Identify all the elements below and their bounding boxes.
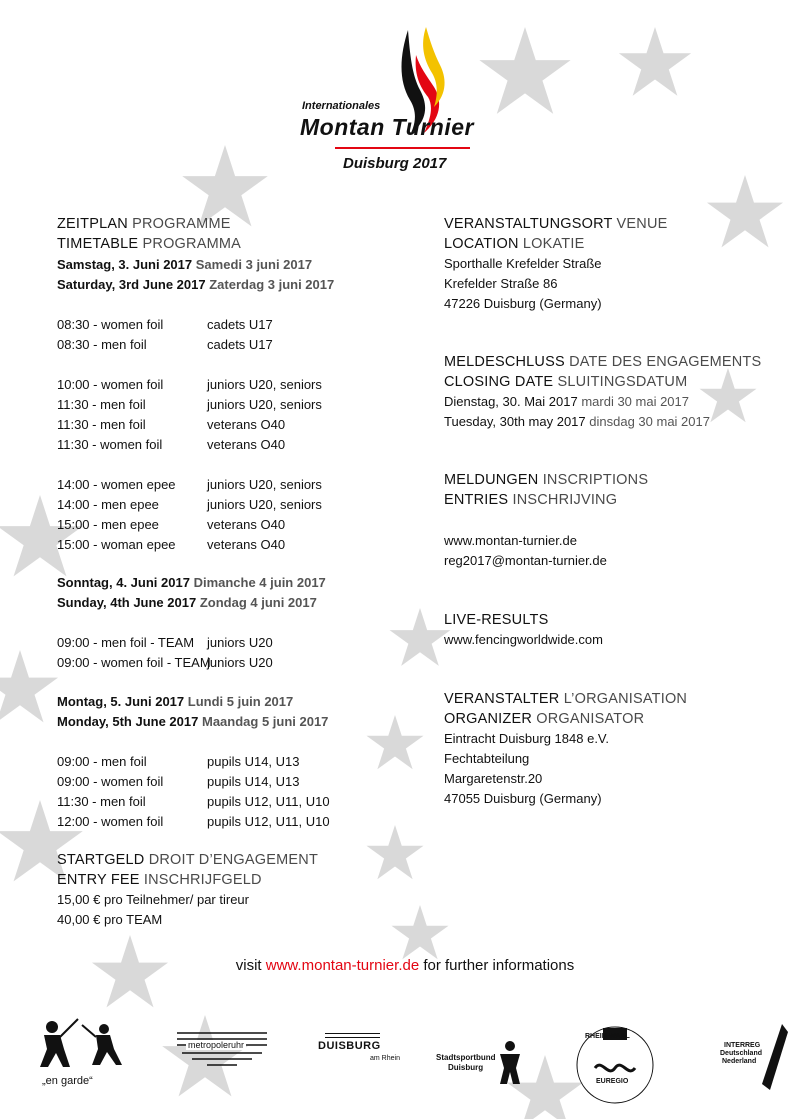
fencers-icon [30, 1015, 130, 1070]
day-heading: Monday, 5th June 2017 Maandag 5 juni 2017 [57, 714, 329, 729]
venue-line: 47226 Duisburg (Germany) [444, 296, 602, 311]
entries-heading-2: ENTRIES INSCHRIJVING [444, 492, 618, 508]
interreg-country-1: Deutschland [720, 1050, 763, 1057]
event-row: 11:30 - women foil [57, 437, 163, 452]
day-heading: Sonntag, 4. Juni 2017 Dimanche 4 juin 2017 [57, 575, 326, 590]
interreg-label: INTERREG [724, 1042, 761, 1049]
closing-heading-1: MELDESCHLUSS DATE DES ENGAGEMENTS [444, 354, 762, 370]
website-link[interactable]: www.montan-turnier.de [444, 533, 577, 548]
athlete-icon [496, 1040, 524, 1085]
fee-heading-2: ENTRY FEE INSCHRIJFGELD [57, 872, 262, 888]
live-results-link[interactable]: www.fencingworldwide.com [444, 632, 603, 647]
event-category: juniors U20, seniors [207, 477, 322, 492]
event-row: 08:30 - men foil [57, 337, 147, 352]
logo-subtitle: Internationales [302, 100, 381, 112]
fee-line: 40,00 € pro TEAM [57, 912, 163, 927]
logo-title: Montan Turnier [300, 114, 474, 140]
logo-underline [335, 147, 470, 149]
event-category: cadets U17 [207, 317, 273, 332]
live-results-heading: LIVE-RESULTS [444, 612, 549, 628]
day-heading: Saturday, 3rd June 2017 Zaterdag 3 juni 2017 [57, 277, 335, 292]
venue-heading-2: LOCATION LOKATIE [444, 236, 585, 252]
day-heading: Montag, 5. Juni 2017 Lundi 5 juin 2017 [57, 694, 294, 709]
event-category: pupils U12, U11, U10 [207, 794, 330, 809]
event-category: juniors U20, seniors [207, 497, 322, 512]
organizer-line: 47055 Duisburg (Germany) [444, 791, 602, 806]
closing-heading-2: CLOSING DATE SLUITINGSDATUM [444, 374, 688, 390]
stadtsportbund-city-label: Duisburg [448, 1063, 484, 1072]
event-row: 09:00 - women foil [57, 774, 164, 789]
event-row: 11:30 - men foil [57, 417, 146, 432]
closing-line: Dienstag, 30. Mai 2017 mardi 30 mai 2017 [444, 394, 689, 409]
event-row: 12:00 - women foil [57, 814, 164, 829]
event-row: 14:00 - men epee [57, 497, 159, 512]
event-category: juniors U20, seniors [207, 397, 322, 412]
footer-visit-text: visit www.montan-turnier.de for further informations [235, 957, 575, 974]
interreg-country-2: Nederland [722, 1058, 757, 1065]
star-shape [366, 715, 423, 769]
footer-url-link[interactable]: www.montan-turnier.de [265, 957, 420, 974]
organizer-heading-1: VERANSTALTER L’ORGANISATION [444, 691, 688, 707]
star-shape [619, 27, 691, 96]
interreg-logo-icon [760, 1022, 790, 1092]
venue-line: Krefelder Straße 86 [444, 276, 558, 291]
fee-heading-1: STARTGELD DROIT D’ENGAGEMENT [57, 852, 319, 868]
euregio-arc-label: RHEIN-WAAL [585, 1033, 630, 1040]
programme-heading-2: TIMETABLE PROGRAMMA [57, 236, 242, 252]
event-category: juniors U20, seniors [207, 377, 322, 392]
email-link[interactable]: reg2017@montan-turnier.de [444, 553, 607, 568]
stadtsportbund-label: Stadtsportbund [436, 1053, 496, 1062]
event-category: pupils U14, U13 [207, 754, 300, 769]
venue-heading-1: VERANSTALTUNGSORT VENUE [444, 216, 668, 232]
duisburg-logo-lines [325, 1033, 380, 1038]
event-row: 09:00 - women foil - TEAM [57, 655, 211, 670]
event-row: 09:00 - men foil - TEAM [57, 635, 195, 650]
event-category: pupils U12, U11, U10 [207, 814, 330, 829]
entries-heading-1: MELDUNGEN INSCRIPTIONS [444, 472, 649, 488]
event-row: 08:30 - women foil [57, 317, 164, 332]
star-shape [366, 825, 423, 879]
event-row: 09:00 - men foil [57, 754, 147, 769]
venue-line: Sporthalle Krefelder Straße [444, 256, 602, 271]
event-category: pupils U14, U13 [207, 774, 300, 789]
duisburg-sub-label: am Rhein [370, 1055, 400, 1062]
event-row: 15:00 - woman epee [57, 537, 176, 552]
event-category: veterans O40 [207, 517, 286, 532]
event-category: veterans O40 [207, 417, 286, 432]
star-shape [479, 27, 570, 114]
day-heading: Sunday, 4th June 2017 Zondag 4 juni 2017 [57, 595, 317, 610]
organizer-line: Eintracht Duisburg 1848 e.V. [444, 731, 610, 746]
organizer-line: Margaretenstr.20 [444, 771, 543, 786]
closing-line: Tuesday, 30th may 2017 dinsdag 30 mai 2017 [444, 414, 710, 429]
organizer-heading-2: ORGANIZER ORGANISATOR [444, 711, 645, 727]
event-row: 14:00 - women epee [57, 477, 176, 492]
star-shape [391, 905, 448, 959]
programme-heading-1: ZEITPLAN PROGRAMME [57, 216, 231, 232]
star-shape [707, 175, 783, 247]
event-category: juniors U20 [207, 635, 273, 650]
organizer-line: Fechtabteilung [444, 751, 530, 766]
event-row: 11:30 - men foil [57, 397, 146, 412]
metropoleruhr-label: metropoleruhr [188, 1040, 245, 1050]
duisburg-label: DUISBURG [318, 1040, 381, 1052]
event-row: 11:30 - men foil [57, 794, 146, 809]
day-heading: Samstag, 3. Juni 2017 Samedi 3 juni 2017 [57, 257, 313, 272]
star-shape [0, 650, 58, 722]
event-category: cadets U17 [207, 337, 273, 352]
event-category: veterans O40 [207, 437, 286, 452]
event-category: veterans O40 [207, 537, 286, 552]
fee-line: 15,00 € pro Teilnehmer/ par tireur [57, 892, 249, 907]
star-shape [390, 608, 451, 666]
event-row: 15:00 - men epee [57, 517, 159, 532]
euregio-label: EUREGIO [596, 1078, 629, 1085]
event-category: juniors U20 [207, 655, 273, 670]
event-row: 10:00 - women foil [57, 377, 164, 392]
engarde-label: „en garde“ [42, 1075, 93, 1087]
logo-year: Duisburg 2017 [343, 155, 447, 172]
